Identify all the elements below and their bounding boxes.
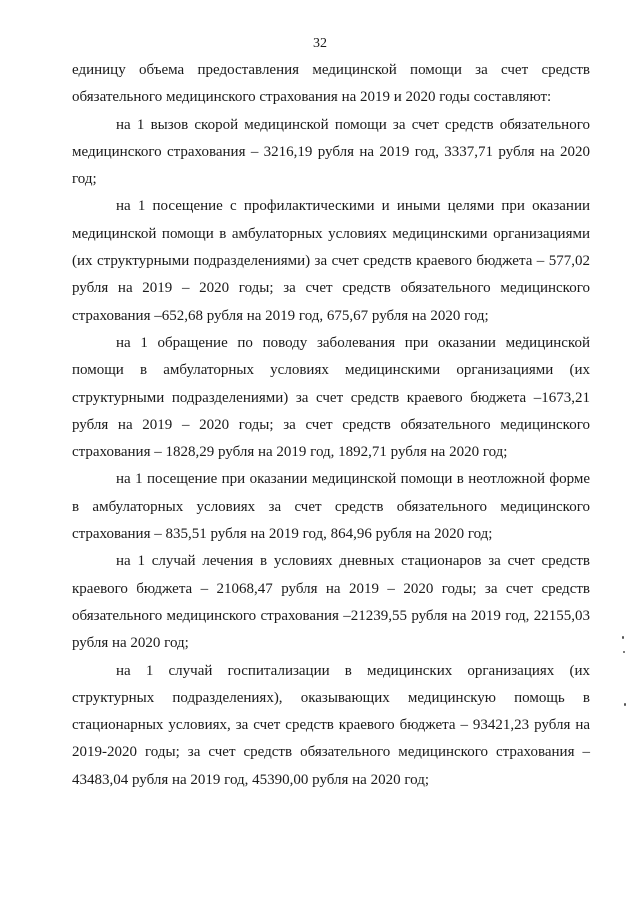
paragraph-preventive-visit: на 1 посещение с профилактическими и иными целями при оказании медицинской помощи в амбулаторных условиях медицинскими организациями (их структурными подразделениями) за счет средств краевого бюджета – 577,02 рубля на 2019 – 2020 годы; за счет средств обязательного медицинского страхования –652,68 рубля на 2019 год, 675,67 рубля на 2020 год; [72, 198, 590, 324]
paragraph-hospitalization: на 1 случай госпитализации в медицинских организациях (их структурных подразделениях), оказывающих медицинскую помощь в стационарных условиях, за счет средств краевого бюджета – 93421,23 рубля на 2019-2020 годы; за счет средств обязательного медицинского страхования – 43483,04 рубля на 2019 год, 45390,00 рубля на 2020 год; [72, 662, 590, 788]
scan-speck [623, 651, 625, 653]
paragraph-day-hospital: на 1 случай лечения в условиях дневных стационаров за счет средств краевого бюджета – 21068,47 рубля на 2019 – 2020 годы; за счет средств обязательного медицинского страхования –21239,55 рубля на 2019 год, 22155,03 рубля на 2020 год; [72, 553, 590, 652]
document-body [72, 57, 590, 794]
scan-speck [622, 636, 624, 639]
paragraph-urgent-visit: на 1 посещение при оказании медицинской помощи в неотложной форме в амбулаторных условиях за счет средств обязательного медицинского страхования – 835,51 рубля на 2019 год, 864,96 рубля на 2020 год; [72, 471, 590, 543]
paragraph-ambulance-call: на 1 вызов скорой медицинской помощи за счет средств обязательного медицинского страхования – 3216,19 рубля на 2019 год, 3337,71 рубля на 2020 год; [72, 116, 590, 188]
paragraph-disease-appeal: на 1 обращение по поводу заболевания при оказании медицинской помощи в амбулаторных условиях медицинскими организациями (их структурными подразделениями) за счет средств краевого бюджета –1673,21 рубля на 2019 – 2020 годы; за счет средств обязательного медицинского страхования – 1828,29 рубля на 2019 год, 1892,71 рубля на 2020 год; [72, 334, 590, 461]
page-number: 32 [313, 36, 327, 51]
scan-speck [624, 703, 626, 706]
paragraph-unit-volume: единицу объема предоставления медицинской помощи за счет средств обязательного медицинского страхования на 2019 и 2020 годы составляют: [72, 62, 590, 106]
